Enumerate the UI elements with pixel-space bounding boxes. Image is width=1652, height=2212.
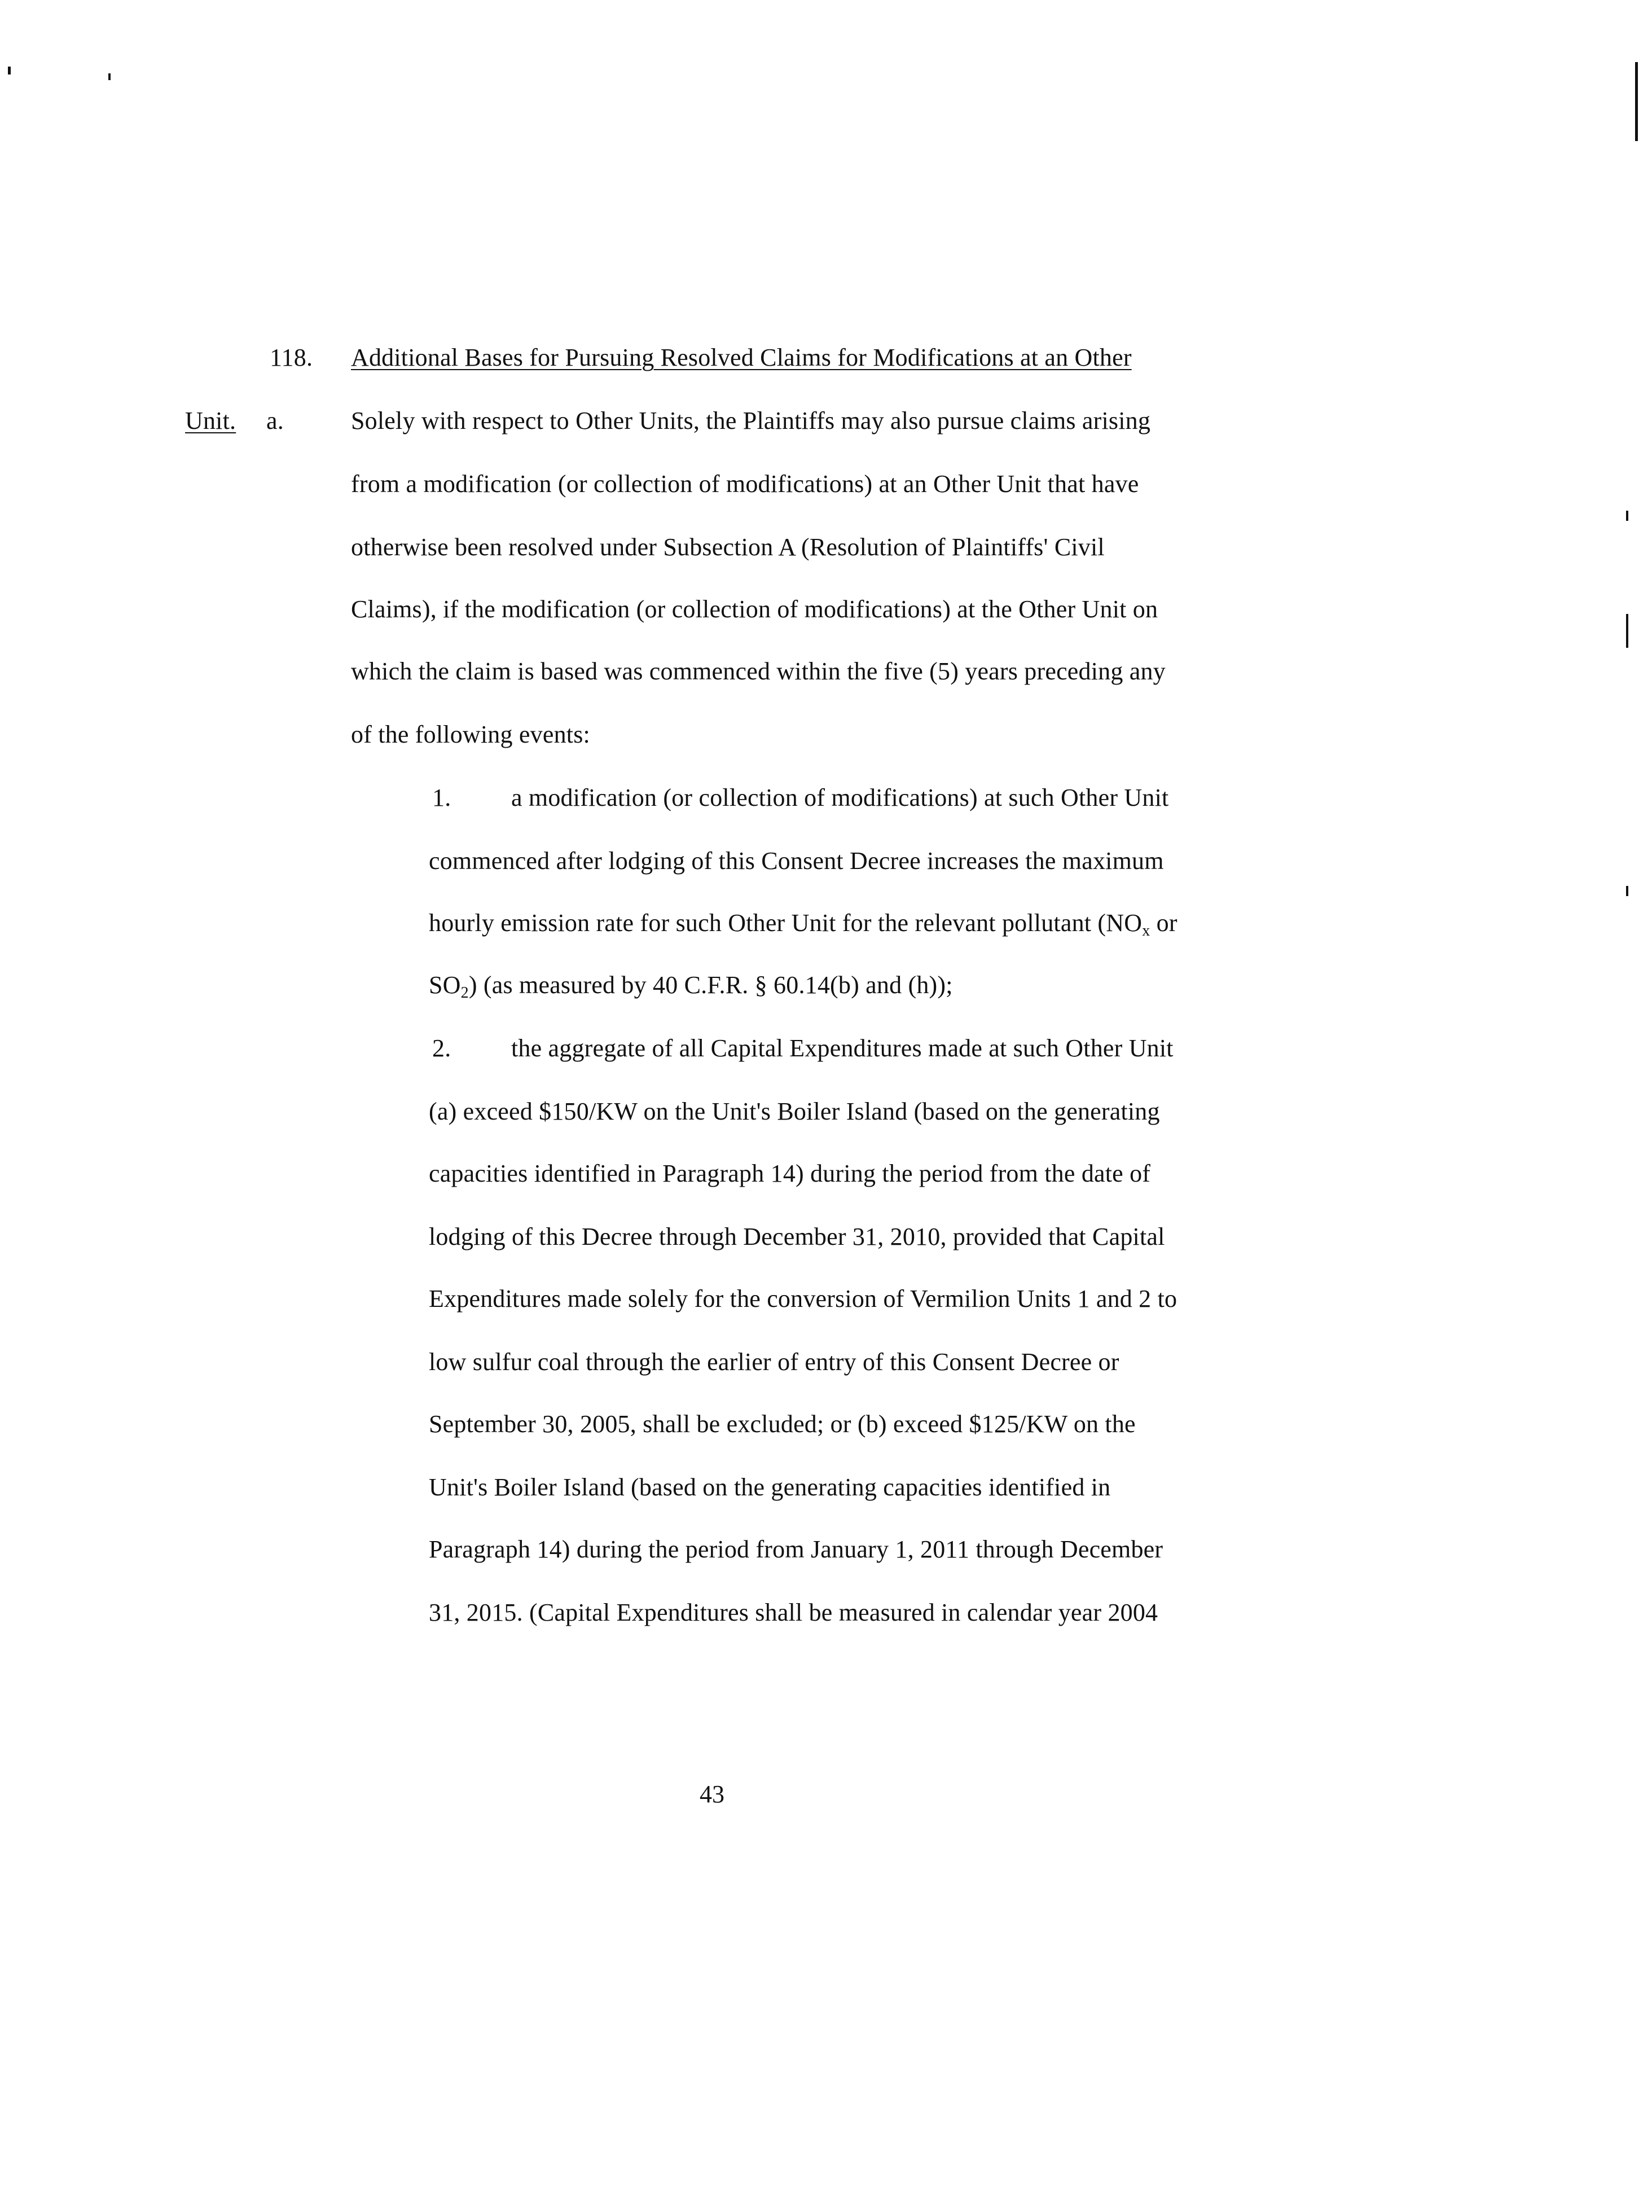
item-1-line3-text: hourly emission rate for such Other Unit for the relevant pollutant (NO [429,909,1143,937]
item-2-line: 31, 2015. (Capital Expenditures shall be measured in calendar year 2004 [429,1599,1158,1626]
scan-speck [1626,886,1628,896]
page-number: 43 [700,1780,724,1808]
scan-speck [8,67,11,74]
item-1-number: 1. [432,784,451,811]
paragraph-heading-continuation: Unit. [185,407,236,434]
item-2-line: Expenditures made solely for the conversion of Vermilion Units 1 and 2 to [429,1285,1178,1313]
subparagraph-label: a. [266,407,284,434]
item-2-line: Paragraph 14) during the period from January 1, 2011 through December [429,1535,1163,1563]
scan-edge-line [1626,614,1628,648]
item-2-line: the aggregate of all Capital Expenditures made at such Other Unit [511,1034,1174,1062]
item-1-line4-subscript: 2 [460,984,469,1002]
paragraph-number: 118. [270,344,313,371]
item-2-line: September 30, 2005, shall be excluded; or (b) exceed $125/KW on the [429,1410,1136,1438]
body-line: which the claim is based was commenced within the five (5) years preceding any [351,657,1166,685]
scan-edge-line [1635,62,1638,141]
item-1-line3-end: or [1150,909,1178,937]
body-line: from a modification (or collection of modifications) at an Other Unit that have [351,470,1139,498]
body-line: Claims), if the modification (or collection of modifications) at the Other Unit on [351,595,1158,623]
scan-speck [108,73,111,80]
body-line: of the following events: [351,721,590,748]
body-line: otherwise been resolved under Subsection A (Resolution of Plaintiffs' Civil [351,533,1105,561]
item-2-line: low sulfur coal through the earlier of entry of this Consent Decree or [429,1348,1119,1376]
item-1-line [429,907,1178,939]
item-1-line4-end: ) (as measured by 40 C.F.R. § 60.14(b) and (h)); [468,971,953,999]
item-1-line: commenced after lodging of this Consent Decree increases the maximum [429,847,1164,875]
body-line: Solely with respect to Other Units, the Plaintiffs may also pursue claims arising [351,407,1151,434]
item-2-line: capacities identified in Paragraph 14) during the period from the date of [429,1160,1151,1187]
item-1-line4-text: SO [429,971,461,999]
item-1-line: a modification (or collection of modifications) at such Other Unit [511,784,1169,811]
item-1-line3-subscript: x [1142,922,1150,940]
item-1-line [429,969,953,1001]
paragraph-heading: Additional Bases for Pursuing Resolved Claims for Modifications at an Other [351,344,1132,371]
item-2-line: Unit's Boiler Island (based on the generating capacities identified in [429,1473,1111,1501]
item-2-line: (a) exceed $150/KW on the Unit's Boiler Island (based on the generating [429,1098,1160,1125]
scan-speck [1626,511,1628,521]
item-2-line: lodging of this Decree through December 31, 2010, provided that Capital [429,1223,1165,1250]
item-2-number: 2. [432,1034,451,1062]
